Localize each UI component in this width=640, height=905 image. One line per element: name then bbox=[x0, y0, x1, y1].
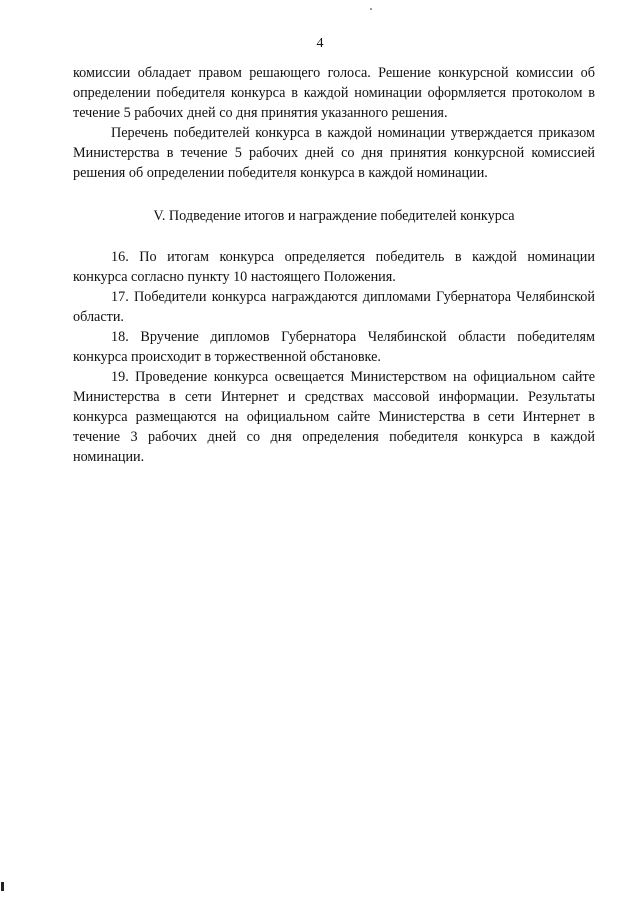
paragraph-item-18: 18. Вручение дипломов Губернатора Челябинской области победителям конкурса происходит в торжественной обстановке. bbox=[73, 329, 595, 365]
page-content bbox=[73, 63, 595, 467]
section-heading: V. Подведение итогов и награждение победителей конкурса bbox=[153, 208, 515, 224]
scan-artifact-dot bbox=[370, 8, 372, 10]
paragraph-item-17: 17. Победители конкурса награждаются дипломами Губернатора Челябинской области. bbox=[73, 289, 595, 325]
paragraph-commission-decision: комиссии обладает правом решающего голоса. Решение конкурсной комиссии об определении победителя конкурса в каждой номинации оформляется протоколом в течение 5 рабочих дней со дня принятия указанного решения. bbox=[73, 65, 595, 121]
page-number: 4 bbox=[316, 36, 324, 51]
scan-artifact-mark bbox=[1, 882, 4, 891]
paragraph-item-19: 19. Проведение конкурса освещается Министерством на официальном сайте Министерства в сети Интернет и средствах массовой информации. Результаты конкурса размещаются на официальном сайте Министерства в сети Интернет в течение 3 рабочих дней со дня определения победителя конкурса в каждой номинации. bbox=[73, 369, 595, 465]
paragraph-winners-list: Перечень победителей конкурса в каждой номинации утверждается приказом Министерства в течение 5 рабочих дней со дня принятия конкурсной комиссией решения об определении победителя конкурса в каждой номинации. bbox=[73, 125, 595, 181]
paragraph-item-16: 16. По итогам конкурса определяется победитель в каждой номинации конкурса согласно пункту 10 настоящего Положения. bbox=[73, 249, 595, 285]
